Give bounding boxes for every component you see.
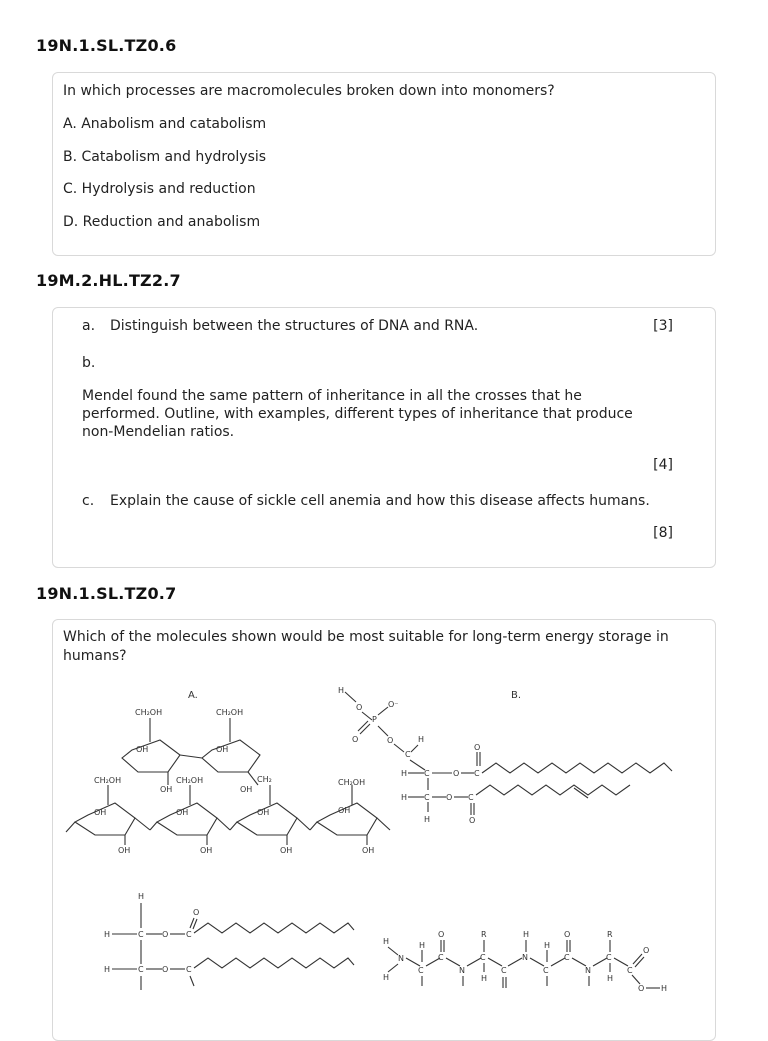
atom-label: C	[424, 793, 430, 802]
question-prompt-line1: Which of the molecules shown would be most suitable for long-term energy storage in	[63, 629, 669, 645]
part-letter-c: c.	[82, 493, 95, 509]
atom-label: C	[474, 769, 480, 778]
lipid-molecule	[104, 892, 354, 990]
atom-label: H	[661, 984, 668, 993]
atom-label: H	[401, 769, 408, 778]
atom-label: C	[501, 966, 507, 975]
part-letter-a: a.	[82, 318, 96, 334]
group-label: OH	[160, 785, 173, 794]
marks-c: [8]	[653, 525, 673, 541]
atom-label: H	[383, 973, 390, 982]
atom-label: O	[193, 908, 200, 917]
atom-label: O	[638, 984, 645, 993]
marks-a: [3]	[653, 318, 673, 334]
atom-label: P	[372, 715, 377, 724]
atom-label: C	[468, 793, 474, 802]
part-text-a: Distinguish between the structures of DNA and RNA.	[110, 318, 479, 334]
part-text-c: Explain the cause of sickle cell anemia and how this disease affects humans.	[110, 493, 650, 509]
group-label: OH	[176, 808, 189, 817]
atom-label: H	[607, 974, 614, 983]
atom-label: H	[544, 941, 551, 950]
group-label: OH	[338, 806, 351, 815]
part-letter-b: b.	[82, 355, 96, 371]
atom-label: O	[474, 743, 481, 752]
group-label: OH	[136, 745, 149, 754]
atom-label: H	[418, 735, 425, 744]
group-label: CH₂OH	[94, 776, 122, 785]
atom-label: N	[522, 953, 528, 962]
atom-label: H	[523, 930, 530, 939]
group-label: OH	[240, 785, 253, 794]
atom-label: H	[104, 965, 111, 974]
atom-label: C	[606, 953, 612, 962]
atom-label: O	[387, 736, 394, 745]
atom-label: H	[419, 941, 426, 950]
option-c: C. Hydrolysis and reduction	[63, 181, 256, 197]
marks-b: [4]	[653, 457, 673, 473]
atom-label: C	[627, 966, 633, 975]
group-label: OH	[94, 808, 107, 817]
part-text-b-line3: non-Mendelian ratios.	[82, 424, 235, 440]
atom-label: C	[543, 966, 549, 975]
atom-label: O	[446, 793, 453, 802]
atom-label: O	[352, 735, 359, 744]
atom-label: C	[480, 953, 486, 962]
question-id: 19M.2.HL.TZ2.7	[36, 271, 181, 290]
atom-label: C	[138, 930, 144, 939]
atom-label: O	[564, 930, 571, 939]
group-label: OH	[118, 846, 131, 855]
atom-label: C	[564, 953, 570, 962]
group-label: OH	[216, 745, 229, 754]
group-label: OH	[200, 846, 213, 855]
atom-label: O	[162, 930, 169, 939]
group-label: CH₂OH	[176, 776, 204, 785]
atom-label: C	[186, 930, 192, 939]
peptide-molecule	[383, 930, 667, 993]
glycogen-molecule	[66, 708, 390, 855]
atom-label: C	[424, 769, 430, 778]
question-prompt: In which processes are macromolecules broken down into monomers?	[63, 83, 555, 99]
part-text-b-line1: Mendel found the same pattern of inheritance in all the crosses that he	[82, 388, 582, 404]
atom-label: C	[186, 965, 192, 974]
atom-label: C	[405, 750, 411, 759]
atom-label: O	[356, 703, 363, 712]
group-label: CH₂OH	[135, 708, 163, 717]
part-text-b-line2: performed. Outline, with examples, different types of inheritance that produce	[82, 406, 633, 422]
option-d: D. Reduction and anabolism	[63, 214, 261, 230]
atom-label: O	[162, 965, 169, 974]
group-label: CH₂OH	[216, 708, 244, 717]
atom-label: O	[438, 930, 445, 939]
option-a: A. Anabolism and catabolism	[63, 116, 267, 132]
atom-label: O	[453, 769, 460, 778]
atom-label: H	[401, 793, 408, 802]
atom-label: H	[424, 815, 431, 824]
atom-label: N	[459, 966, 465, 975]
atom-label: C	[418, 966, 424, 975]
figure-label-a: A.	[188, 690, 198, 701]
atom-label: C	[138, 965, 144, 974]
atom-label: H	[383, 937, 390, 946]
atom-label: R	[607, 930, 613, 939]
phospholipid-molecule	[338, 686, 672, 825]
group-label: OH	[280, 846, 293, 855]
question-prompt-line2: humans?	[63, 648, 127, 664]
atom-label: N	[398, 954, 404, 963]
atom-label: C	[438, 953, 444, 962]
atom-label: H	[104, 930, 111, 939]
atom-label: R	[481, 930, 487, 939]
group-label: CH₂	[257, 775, 272, 784]
atom-label: H	[481, 974, 488, 983]
atom-label: H	[338, 686, 345, 695]
group-label: OH	[257, 808, 270, 817]
question-id: 19N.1.SL.TZ0.7	[36, 584, 177, 603]
atom-label: H	[138, 892, 145, 901]
group-label: CH₂OH	[338, 778, 366, 787]
atom-label: O⁻	[388, 700, 399, 709]
atom-label: N	[585, 966, 591, 975]
option-b: B. Catabolism and hydrolysis	[63, 149, 267, 165]
group-label: OH	[362, 846, 375, 855]
figure-label-b: B.	[511, 690, 522, 701]
question-id: 19N.1.SL.TZ0.6	[36, 36, 177, 55]
atom-label: O	[469, 816, 476, 825]
atom-label: O	[643, 946, 650, 955]
